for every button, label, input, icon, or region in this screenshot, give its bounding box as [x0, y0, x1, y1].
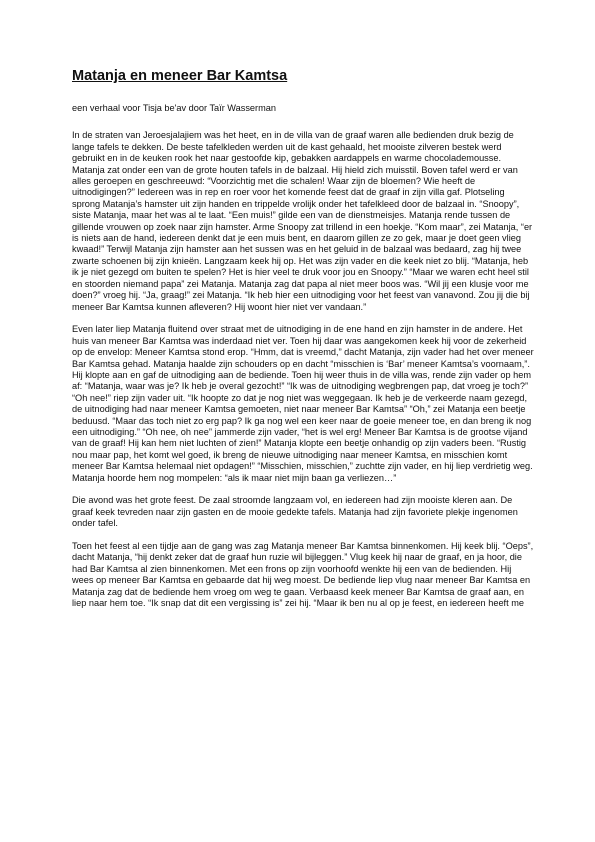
paragraph-4: Toen het feest al een tijdje aan de gang was zag Matanja meneer Bar Kamtsa binnenkomen. Hij keek blij. “Oeps”, dacht Matanja, “hij denkt zeker dat de graaf hun ruzie wil bijleggen.” Vlug keek hij naar de graaf, en ja hoor, die had Bar Kamtsa al zien binnenkomen. Met een frons op zijn voorhoofd wenkte hij een van de bedienden. Hij wees op meneer Bar Kamtsa en gebaarde dat hij weg moest. De bediende liep vlug naar meneer Bar Kamtsa en Matanja zag dat de bediende hem vroeg om weg te gaan. Verbaasd keek meneer Bar Kamtsa de graaf aan, en liep naar hem toe. “Ik snap dat dit een vergissing is” zei hij. “Maar ik ben nu al op je feest, en iedereen heeft me: [72, 540, 534, 609]
document-title: Matanja en meneer Bar Kamtsa: [72, 68, 288, 84]
paragraph-1: In de straten van Jeroesjalajiem was het heet, en in de villa van de graaf waren alle bedienden druk bezig de lange tafels te dekken. De beste tafelkleden werden uit de kast gehaald, het mooiste zilveren bestek werd gebruikt en in de keuken rook het naar gestoofde kip, gebakken aardappels en warme chocolademousse. Matanja zat onder een van de grote houten tafels in de balzaal. Hij hield zich muisstil. Boven tafel werd er van alles geroepen en geschreeuwd: “Voorzichtig met die schalen! Waar zijn de bloemen? Wie heeft de uitnodigingen?” Iedereen was in rep en roer voor het komende feest dat de graaf in zijn villa gaf. Plotseling sprong Matanja’s hamster uit zijn handen en trippelde vrolijk onder het tafelkleed door de balzaal in. “Snoopy”, siste Matanja, maar het was al te laat. “Een muis!” gilde een van de dienstmeisjes. Matanja rende tussen de gillende vrouwen op zoek naar zijn hamster. Arme Snoopy zat trillend in een hoekje. “Kom maar”, zei Matanja, “er is niets aan de hand, iedereen denkt dat je een muis bent, en daarom gillen ze zo gek, maar je doet geen vlieg kwaad!” Terwijl Matanja zijn hamster aan het sussen was en het geluid in de balzaal was bedaard, zag hij twee zwarte schoenen bij zijn knieën. Langzaam keek hij op. Het was zijn vader en die keek niet zo blij. “Matanja, heb ik je niet gezegd om buiten te spelen? Het is hier veel te druk voor jou en Snoopy.” “Maar we waren echt heel stil en stoorden niemand papa” zei Matanja. Matanja zag dat papa al niet meer boos was. “Wil jij een klusje voor me doen?” vroeg hij. “Ja, graag!” zei Matanja. “Ik heb hier een uitnodiging voor het feest van vanavond. Zou jij die bij meneer Bar Kamtsa kunnen afleveren? Hij woont hier niet ver vandaan.”: [72, 130, 533, 312]
paragraph-3: Die avond was het grote feest. De zaal stroomde langzaam vol, en iedereen had zijn mooiste kleren aan. De graaf keek tevreden naar zijn gasten en de mooie gedekte tafels. Matanja had zijn favoriete plekje ingenomen onder tafel.: [72, 495, 518, 529]
paragraph-2: Even later liep Matanja fluitend over straat met de uitnodiging in de ene hand en zijn hamster in de andere. Het huis van meneer Bar Kamtsa was inderdaad niet ver. Toen hij daar was aangekomen keek hij voor de zekerheid op de envelop: Meneer Kamtsa stond erop. “Hmm, dat is vreemd,” dacht Matanja, zijn vader had het over meneer Bar Kamtsa gehad. Matanja haalde zijn schouders op en dacht “misschien is ‘Bar’ meneer Kamtsa’s voornaam,”. Hij klopte aan en gaf de uitnodiging aan de bediende. Toen hij weer thuis in de villa was, rende zijn vader op hem af: “Matanja, waar was je? Ik heb je overal gezocht!” “Ik was de uitnodiging wegbrengen pap, dat vroeg je toch?” “Oh nee!” riep zijn vader uit. “Ik hoopte zo dat je nog niet was weggegaan. Ik heb je de verkeerde naam gezegd, de uitnodiging had naar meneer Kamtsa gemoeten, niet naar meneer Bar Kamtsa” “Oh,” zei Matanja een beetje beduusd. “Maar das toch niet zo erg pap? Ik ga nog wel een keer naar de goeie meneer toe, en dan breng ik nog een uitnodiging.” “Oh nee, oh nee” jammerde zijn vader, “het is wel erg! Meneer Bar Kamtsa is de grootse vijand van de graaf! Hij kan hem niet luchten of zien!” Matanja klopte een beetje onhandig op zijn vaders been. “Rustig nou maar pap, het komt wel goed, ik breng de nieuwe uitnodiging naar meneer Kamtsa, en misschien komt meneer Bar Kamtsa helemaal niet opdagen!” “Misschien, misschien,” zuchtte zijn vader, en hij liep verdrietig weg. Matanja hoorde hem nog mompelen: “als ik maar niet mijn baan ga verliezen…”: [72, 324, 534, 483]
document-subtitle: een verhaal voor Tisja be'av door Taïr Wasserman: [72, 103, 276, 113]
